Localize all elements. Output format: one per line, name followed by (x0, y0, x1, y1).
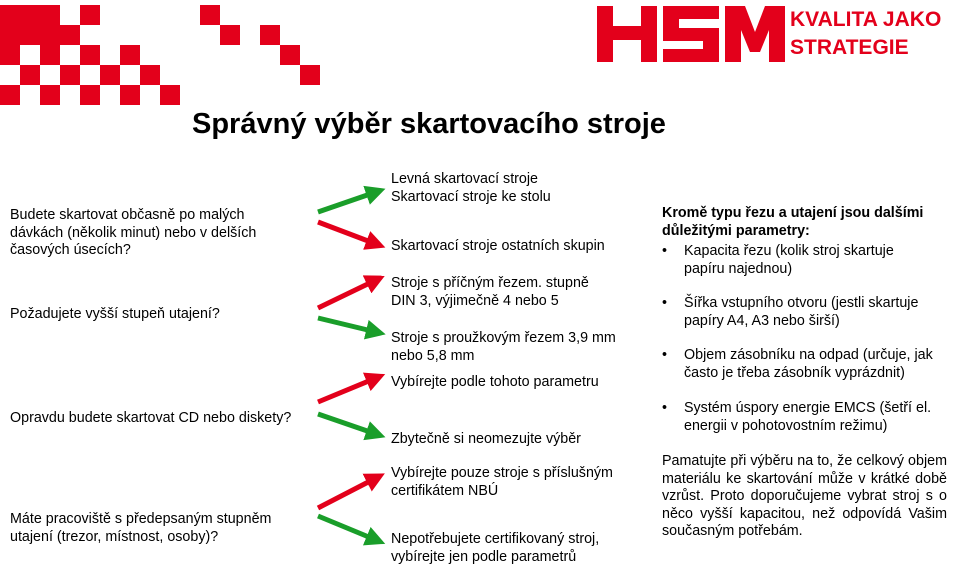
mosaic-tile (280, 45, 300, 65)
parameters-heading-line-2: důležitými parametry: (662, 222, 810, 239)
mosaic-tile (100, 65, 120, 85)
answer-3 (391, 275, 589, 310)
question-3 (10, 410, 291, 428)
mosaic-tile (120, 85, 140, 105)
parameters-heading (662, 205, 947, 240)
answer-8 (391, 531, 599, 566)
mosaic-tile (80, 85, 100, 105)
answer-4-line-1: Stroje s proužkovým řezem 3,9 mm (391, 330, 616, 346)
question-4-line-1: Máte pracoviště s předepsaným stupněm (10, 511, 272, 527)
mosaic-tile (260, 25, 280, 45)
parameter-item-line-1: Systém úspory energie EMCS (šetří el. (684, 400, 932, 416)
mosaic-tile (140, 65, 160, 85)
arrow-green-1 (318, 192, 376, 212)
mosaic-tile (300, 65, 320, 85)
bullet-icon: • (662, 400, 668, 416)
mosaic-tile (0, 85, 20, 105)
mosaic-tile (160, 85, 180, 105)
answer-2: Skartovací stroje ostatních skupin (391, 238, 605, 254)
mosaic-tile (60, 65, 80, 85)
slogan-line-1: KVALITA JAKO (790, 8, 942, 31)
parameter-item-line-2: energii v pohotovostním režimu) (684, 417, 888, 434)
answer-1-line-2: Skartovací stroje ke stolu (391, 188, 551, 205)
parameter-item-line-2: papíru najednou) (684, 260, 793, 277)
brand-slogan (790, 6, 941, 62)
parameter-item-line-1: Objem zásobníku na odpad (určuje, jak (684, 347, 933, 363)
mosaic-tile (20, 65, 40, 85)
question-1 (10, 207, 256, 260)
answer-7-line-2: certifikátem NBÚ (391, 482, 499, 499)
answer-1-line-1: Levná skartovací stroje (391, 171, 539, 187)
mosaic-tile (0, 45, 20, 65)
arrow-green-2 (318, 318, 376, 332)
bullet-icon: • (662, 243, 668, 259)
mosaic-tile (0, 5, 20, 25)
bullet-icon: • (662, 295, 668, 311)
answer-3-line-2: DIN 3, výjimečně 4 nebo 5 (391, 292, 559, 309)
question-1-line-1: Budete skartovat občasně po malých (10, 207, 245, 223)
mosaic-tile (200, 5, 220, 25)
arrows-group (300, 170, 400, 570)
mosaic-tile (60, 25, 80, 45)
arrow-green-3 (318, 414, 376, 434)
arrow-red-2 (318, 280, 376, 308)
question-4 (10, 511, 271, 546)
answer-3-line-1: Stroje s příčným řezem. stupně (391, 275, 589, 291)
mosaic-tile (220, 25, 240, 45)
mosaic-tile (40, 85, 60, 105)
bullet-icon: • (662, 347, 668, 363)
question-4-line-2: utajení (trezor, místnost, osoby)? (10, 528, 219, 545)
answer-8-line-1: Nepotřebujete certifikovaný stroj, (391, 531, 600, 547)
page-title: Správný výběr skartovacího stroje (192, 108, 666, 140)
question-1-line-3: časových úsecích? (10, 242, 131, 258)
question-2 (10, 306, 220, 324)
mosaic-tile (20, 25, 40, 45)
arrow-red-1 (318, 222, 376, 244)
parameter-item-line-1: Kapacita řezu (kolik stroj skartuje (684, 243, 894, 259)
parameter-item-line-1: Šířka vstupního otvoru (jestli skartuje (684, 295, 919, 311)
mosaic-tile (120, 45, 140, 65)
answer-8-line-2: vybírejte jen podle parametrů (391, 548, 577, 565)
mosaic-tile (80, 5, 100, 25)
mosaic-tile (40, 45, 60, 65)
answer-5: Vybírejte podle tohoto parametru (391, 374, 599, 390)
answer-4 (391, 330, 616, 365)
question-1-line-2: dávkách (několik minut) nebo v delších (10, 224, 257, 241)
answer-4-line-2: nebo 5,8 mm (391, 347, 475, 364)
parameter-item-line-2: často je třeba zásobník vyprázdnit) (684, 364, 905, 381)
answer-1 (391, 171, 551, 206)
mosaic-tile (20, 5, 40, 25)
mosaic-tile (80, 45, 100, 65)
arrow-green-4 (318, 516, 376, 540)
mosaic-tile (40, 5, 60, 25)
hsm-logo (597, 6, 785, 62)
brand-mosaic (0, 0, 330, 115)
answer-7-line-1: Vybírejte pouze stroje s příslušným (391, 465, 613, 481)
question-2-line-1: Požadujete vyšší stupeň utajení? (10, 306, 220, 322)
slogan-line-2: STRATEGIE (790, 36, 909, 59)
question-3-line-1: Opravdu budete skartovat CD nebo diskety? (10, 410, 292, 426)
arrow-red-3 (318, 378, 376, 402)
answer-6: Zbytečně si neomezujte výběr (391, 431, 581, 447)
summary-text: Pamatujte při výběru na to, že celkový objem materiálu ke skartování může v krátké době vzrůst. Proto doporučujeme vybrat stroj s o něco vyšší kapacitou, než odpovídá Vašim současným potřebám. (662, 453, 947, 539)
parameters-heading-line-1: Kromě typu řezu a utajení jsou dalšími (662, 205, 924, 221)
mosaic-tile (0, 25, 20, 45)
arrow-red-4 (318, 478, 376, 508)
mosaic-tile (40, 25, 60, 45)
parameter-item-line-2: papíry A4, A3 nebo širší) (684, 312, 840, 329)
answer-7 (391, 465, 613, 500)
